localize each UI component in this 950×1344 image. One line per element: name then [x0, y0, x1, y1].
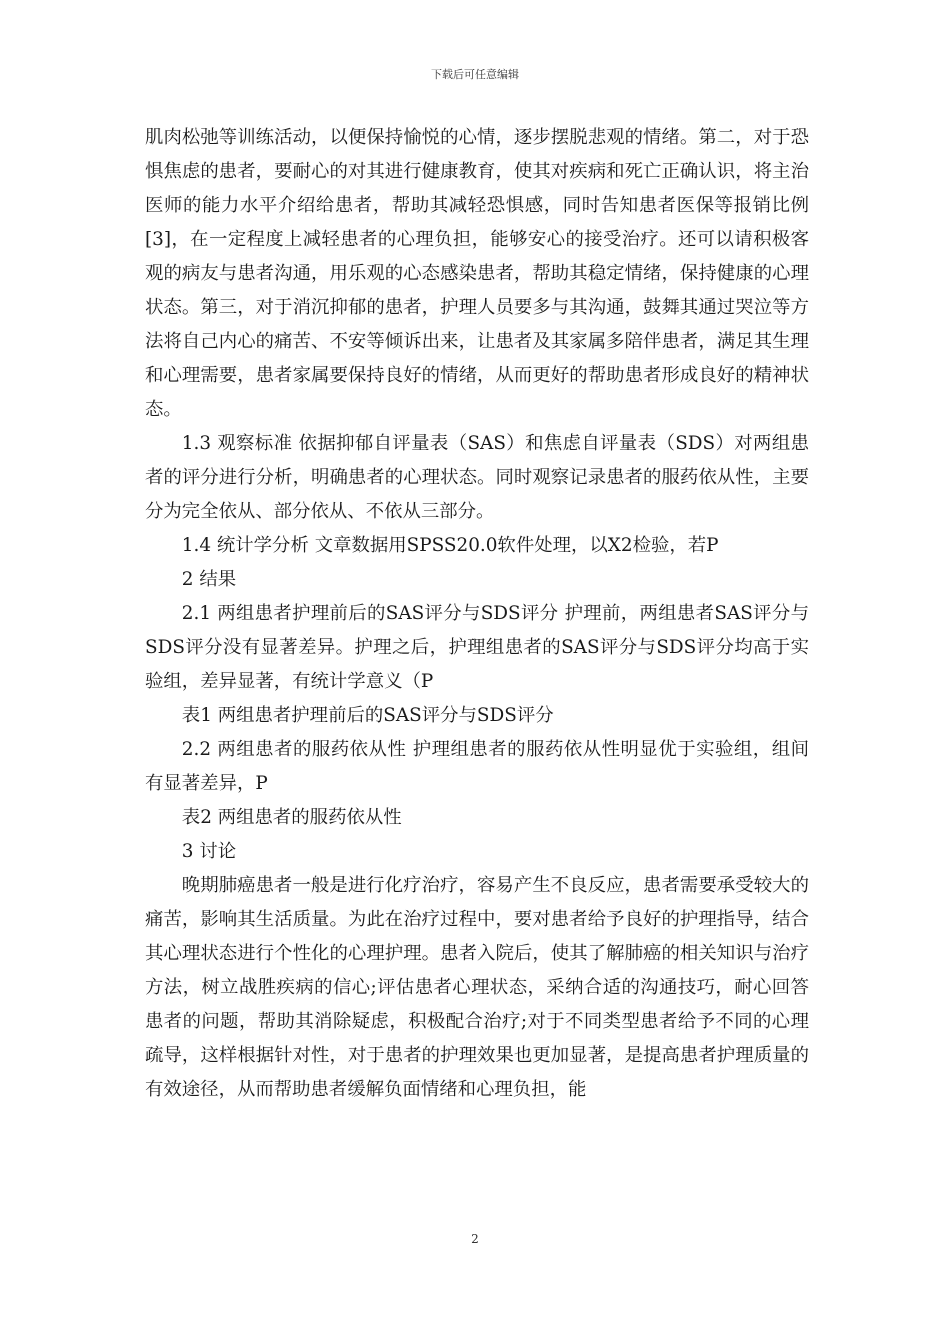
section-heading-discussion: 3 讨论 [181, 841, 237, 862]
paragraph-sas-sds-scores: 2.1 两组患者护理前后的SAS评分与SDS评分 护理前，两组患者SAS评分与SDS评分没有显著差异。护理之后，护理组患者的SAS评分与SDS评分均高于实验组，差异显著，有统计学意义（P [145, 603, 809, 692]
paragraph-observation-criteria: 1.3 观察标准 依据抑郁自评量表（SAS）和焦虑自评量表（SDS）对两组患者的评分进行分析，明确患者的心理状态。同时观察记录患者的服药依从性，主要分为完全依从、部分依从、不依从三部分。 [145, 433, 809, 522]
page-header: 下载后可任意编辑 [431, 68, 519, 81]
paragraph-discussion: 晚期肺癌患者一般是进行化疗治疗，容易产生不良反应，患者需要承受较大的痛苦，影响其生活质量。为此在治疗过程中，要对患者给予良好的护理指导，结合其心理状态进行个性化的心理护理。患者入院后，使其了解肺癌的相关知识与治疗方法，树立战胜疾病的信心;评估患者心理状态，采纳合适的沟通技巧，耐心回答患者的问题，帮助其消除疑虑，积极配合治疗;对于不同类型患者给予不同的心理疏导，这样根据针对性，对于患者的护理效果也更加显著，是提高患者护理质量的有效途径，从而帮助患者缓解负面情绪和心理负担，能 [145, 875, 809, 1100]
paragraph-continuation: 肌肉松弛等训练活动，以便保持愉悦的心情，逐步摆脱悲观的情绪。第二，对于恐惧焦虑的患者，要耐心的对其进行健康教育，使其对疾病和死亡正确认识，将主治医师的能力水平介绍给患者，帮助其减轻恐惧感，同时告知患者医保等报销比例[3]，在一定程度上减轻患者的心理负担，能够安心的接受治疗。还可以请积极客观的病友与患者沟通，用乐观的心态感染患者，帮助其稳定情绪，保持健康的心理状态。第三，对于消沉抑郁的患者，护理人员要多与其沟通，鼓舞其通过哭泣等方法将自己内心的痛苦、不安等倾诉出来，让患者及其家属多陪伴患者，满足其生理和心理需要，患者家属要保持良好的情绪，从而更好的帮助患者形成良好的精神状态。 [145, 127, 809, 420]
page-number: 2 [471, 1232, 479, 1246]
document-body [145, 121, 809, 1107]
paragraph-statistical-analysis: 1.4 统计学分析 文章数据用SPSS20.0软件处理，以X2检验，若P [181, 535, 719, 556]
table-caption-1: 表1 两组患者护理前后的SAS评分与SDS评分 [181, 705, 554, 726]
paragraph-medication-compliance: 2.2 两组患者的服药依从性 护理组患者的服药依从性明显优于实验组，组间有显著差异，P [145, 739, 809, 794]
section-heading-results: 2 结果 [181, 569, 237, 590]
table-caption-2: 表2 两组患者的服药依从性 [181, 807, 402, 828]
